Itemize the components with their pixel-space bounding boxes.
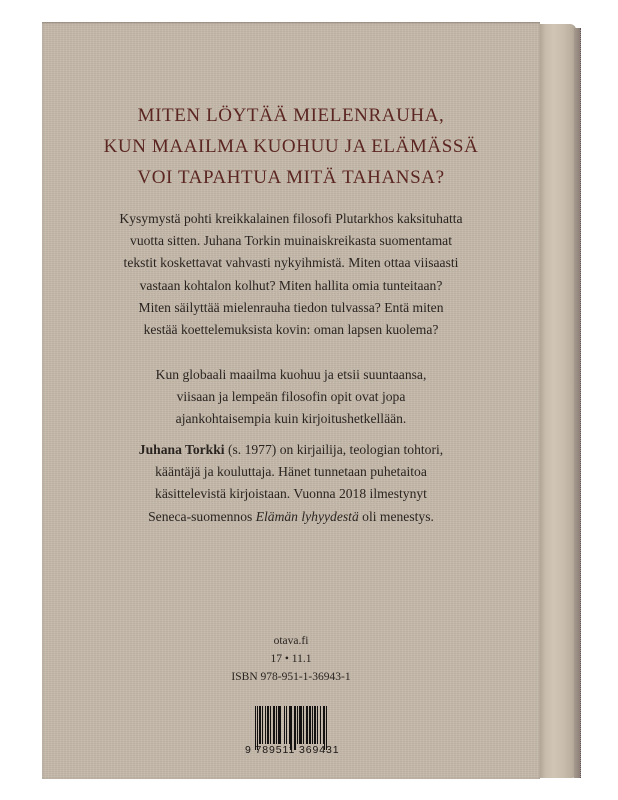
headline <box>42 100 540 193</box>
text-line: Kun globaali maailma kuohuu ja etsii suuntaansa, <box>155 367 427 382</box>
text-line <box>42 439 540 461</box>
barcode-bars-icon <box>255 706 347 744</box>
text-line: vastaan kohtalon kolhut? Miten hallita omia tunteitaan? <box>139 277 443 293</box>
text-span: oli menestys. <box>358 508 434 524</box>
headline-line: MITEN LÖYTÄÄ MIELENRAUHA, <box>137 105 445 126</box>
spine-hinge <box>540 24 576 778</box>
headline-line: KUN MAAILMA KUOHUU JA ELÄMÄSSÄ <box>103 136 479 157</box>
book-title: Elämän lyhyydestä <box>255 508 359 524</box>
text-line: Miten säilyttää mielenrauha tiedon tulvassa? Entä miten <box>138 299 444 315</box>
text-line: tekstit koskettavat vahvasti nykyihmistä. Miten ottaa viisaasti <box>123 255 459 271</box>
text-line <box>42 506 540 528</box>
text-line: kääntäjä ja kouluttaja. Hänet tunnetaan puhetaitoa <box>155 464 427 480</box>
isbn-barcode <box>247 704 347 756</box>
text-line: vuotta sitten. Juhana Torkin muinaiskreikasta suomentamat <box>130 233 452 249</box>
text-line: ajankohtaisempia kuin kirjoitushetkellään. <box>175 411 407 427</box>
isbn: ISBN 978-951-1-36943-1 <box>231 671 351 683</box>
text-span: (s. 1977) on kirjailija, teologian tohtori, <box>224 442 444 457</box>
barcode-digits: 9 789511 369431 <box>245 744 340 756</box>
cover-content <box>42 22 540 778</box>
text-line: Kysymystä pohti kreikkalainen filosofi Plutarkhos kaksituhatta <box>119 211 463 226</box>
spine-edge <box>574 28 581 778</box>
text-line: viisaan ja lempeän filosofin opit ovat jopa <box>176 389 406 405</box>
classification-code: 17 • 11.1 <box>270 653 312 665</box>
text-line: kestää koettelemuksista kovin: oman lapsen kuolema? <box>143 322 439 338</box>
text-line: käsittelevistä kirjoistaan. Vuonna 2018 ilmestynyt <box>155 486 427 502</box>
book-back-cover <box>40 20 582 780</box>
author-name: Juhana Torkki <box>138 442 225 457</box>
publisher-imprint <box>42 632 540 686</box>
blurb-paragraph-2 <box>42 364 540 431</box>
publisher-website: otava.fi <box>273 635 309 647</box>
text-span: Seneca-suomennos <box>148 508 256 524</box>
blurb-paragraph-1 <box>42 208 540 341</box>
headline-line: VOI TAPAHTUA MITÄ TAHANSA? <box>137 167 445 188</box>
author-bio <box>42 439 540 528</box>
